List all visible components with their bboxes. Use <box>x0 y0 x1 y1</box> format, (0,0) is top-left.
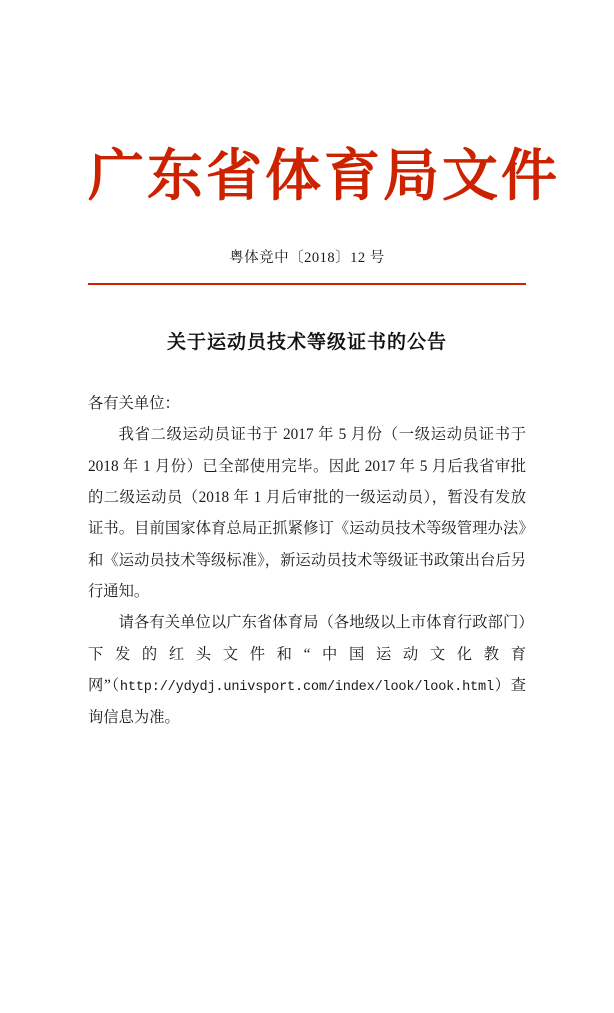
paragraph-2-text-after-url: ）查询信息为准。 <box>88 677 526 726</box>
reference-url[interactable]: http://ydydj.univsport.com/index/look/look.html <box>119 680 494 696</box>
document-body <box>88 388 526 733</box>
body-paragraph-2 <box>88 607 526 733</box>
body-paragraph-1: 我省二级运动员证书于 2017 年 5 月份（一级运动员证书于 2018 年 1 月份）已全部使用完毕。因此 2017 年 5 月后我省审批的二级运动员（2018 年 1 月后审批的一级运动员），暂没有发放证书。目前国家体育总局正抓紧修订《运动员技术等级管理办法》和《运动员技术等级标准》，新运动员技术等级证书政策出台后另行通知。 <box>88 426 526 601</box>
document-page <box>0 143 614 1013</box>
document-number: 粤体竞中〔2018〕12 号 <box>229 250 385 266</box>
salutation: 各有关单位： <box>88 395 180 412</box>
document-title: 广东省体育局文件 <box>88 143 560 209</box>
document-subject-heading: 关于运动员技术等级证书的公告 <box>166 332 447 353</box>
paragraph-2-text-before-url: 请各有关单位以广东省体育局（各地级以上市体育行政部门）下发的红头文件和“中国运动文化教育网”（ <box>88 614 526 695</box>
red-divider <box>88 283 526 285</box>
